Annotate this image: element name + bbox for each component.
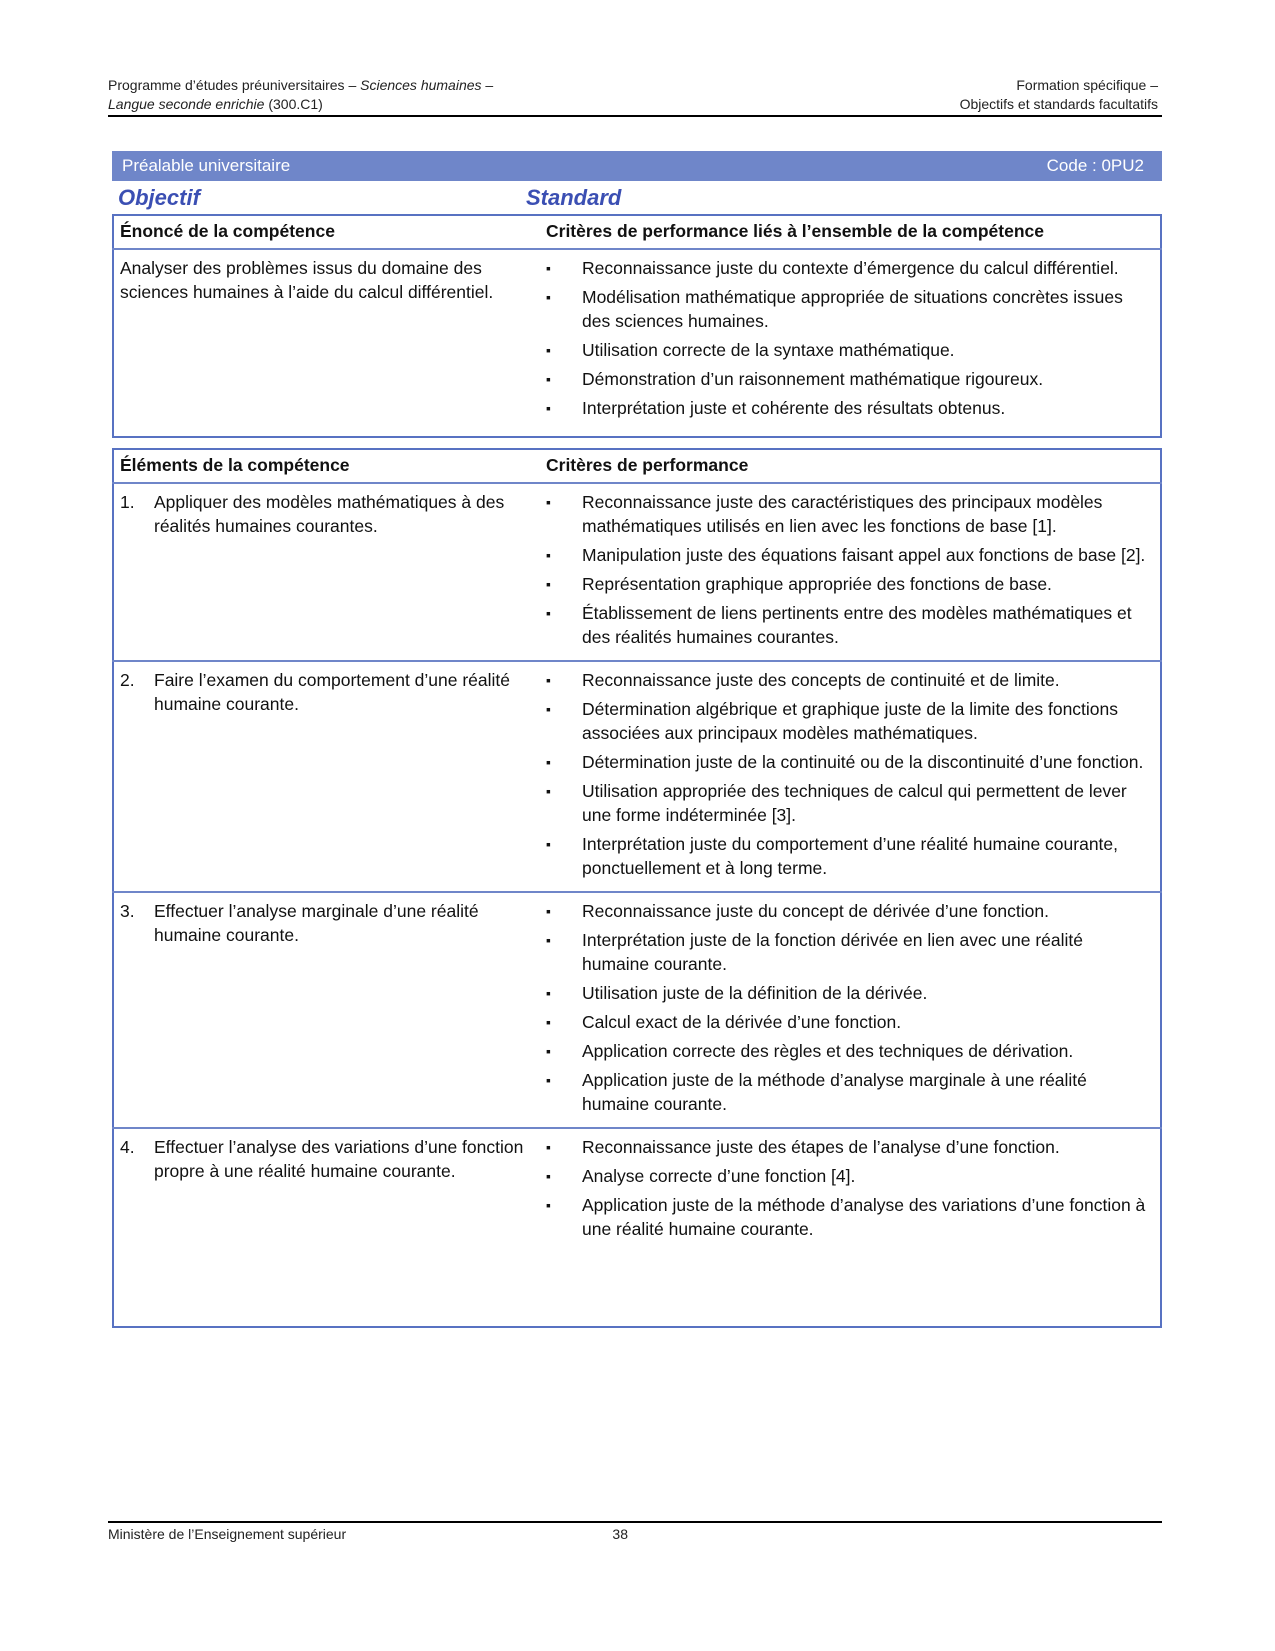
- competence-table: [112, 214, 1162, 431]
- page-number: 38: [612, 1526, 628, 1542]
- list-item: ▪ Interprétation juste du comportement d’une réalité humaine courante, ponctuellement et à long terme.: [546, 832, 1154, 880]
- standard-heading: Standard: [526, 185, 622, 210]
- band-code: Code : 0PU2: [1046, 156, 1144, 175]
- competence-criteria-col-header: Critères de performance liés à l’ensemble de la compétence: [538, 214, 1162, 249]
- list-item: ▪ Reconnaissance juste des concepts de continuité et de limite.: [546, 668, 1154, 692]
- table-row: [112, 892, 1162, 1128]
- element-text: Appliquer des modèles mathématiques à des réalités humaines courantes.: [154, 492, 505, 536]
- list-item: ▪ Application juste de la méthode d’analyse marginale à une réalité humaine courante.: [546, 1068, 1154, 1116]
- course-band: [112, 151, 1162, 181]
- list-item: ▪ Reconnaissance juste du contexte d’émergence du calcul différentiel.: [546, 256, 1154, 280]
- element-number: 1.: [120, 492, 135, 512]
- table-row: [112, 661, 1162, 892]
- element-number: 4.: [120, 1137, 135, 1157]
- list-item: ▪ Reconnaissance juste des étapes de l’analyse d’une fonction.: [546, 1135, 1154, 1159]
- element-number: 3.: [120, 901, 135, 921]
- list-item: ▪ Analyse correcte d’une fonction [4].: [546, 1164, 1154, 1188]
- band-title: Préalable universitaire: [122, 156, 291, 175]
- header-rule: [108, 115, 1162, 117]
- list-item: ▪ Interprétation juste de la fonction dérivée en lien avec une réalité humaine courante.: [546, 928, 1154, 976]
- competence-criteria-list: [546, 256, 1154, 420]
- document-page: [72, 38, 1174, 1642]
- element-text: Effectuer l’analyse marginale d’une réalité humaine courante.: [154, 901, 479, 945]
- list-item: ▪ Détermination algébrique et graphique juste de la limite des fonctions associées aux principaux modèles mathématiques.: [546, 697, 1154, 745]
- elements-criteria-col-header: Critères de performance: [538, 448, 1162, 483]
- competence-col-header: Énoncé de la compétence: [112, 214, 538, 249]
- footer-rule: [108, 1521, 1162, 1523]
- header-section-label: Formation spécifique –: [1016, 77, 1158, 93]
- header-program-code-line: Langue seconde enrichie (300.C1): [108, 96, 323, 112]
- list-item: ▪ Reconnaissance juste du concept de dérivée d’une fonction.: [546, 899, 1154, 923]
- list-item: ▪ Interprétation juste et cohérente des résultats obtenus.: [546, 396, 1154, 420]
- running-footer: [108, 1526, 628, 1542]
- list-item: ▪ Utilisation juste de la définition de la dérivée.: [546, 981, 1154, 1005]
- objectif-heading: Objectif: [118, 185, 200, 210]
- header-program-line: Programme d’études préuniversitaires – Sciences humaines –: [108, 77, 494, 93]
- list-item: ▪ Représentation graphique appropriée des fonctions de base.: [546, 572, 1154, 596]
- list-item: ▪ Utilisation appropriée des techniques de calcul qui permettent de lever une forme indéterminée [3].: [546, 779, 1154, 827]
- list-item: ▪ Application juste de la méthode d’analyse des variations d’une fonction à une réalité humaine courante.: [546, 1193, 1154, 1241]
- list-item: ▪ Application correcte des règles et des techniques de dérivation.: [546, 1039, 1154, 1063]
- list-item: ▪ Manipulation juste des équations faisant appel aux fonctions de base [2].: [546, 543, 1154, 567]
- list-item: ▪ Calcul exact de la dérivée d’une fonction.: [546, 1010, 1154, 1034]
- list-item: ▪ Démonstration d’un raisonnement mathématique rigoureux.: [546, 367, 1154, 391]
- list-item: ▪ Reconnaissance juste des caractéristiques des principaux modèles mathématiques utilisés en lien avec les fonctions de base [1].: [546, 490, 1154, 538]
- list-item: ▪ Modélisation mathématique appropriée de situations concrètes issues des sciences humaines.: [546, 285, 1154, 333]
- elements-col-header: Éléments de la compétence: [112, 448, 538, 483]
- table-row: [112, 1128, 1162, 1252]
- running-header: [108, 76, 1158, 114]
- table-row: [112, 483, 1162, 661]
- competence-statement: Analyser des problèmes issus du domaine des sciences humaines à l’aide du calcul différentiel.: [120, 258, 494, 302]
- header-subsection-label: Objectifs et standards facultatifs: [959, 96, 1158, 112]
- objective-standard-headings: [112, 183, 1162, 213]
- footer-ministry: Ministère de l’Enseignement supérieur: [108, 1526, 347, 1542]
- element-number: 2.: [120, 670, 135, 690]
- element-text: Faire l’examen du comportement d’une réalité humaine courante.: [154, 670, 511, 714]
- list-item: ▪ Établissement de liens pertinents entre des modèles mathématiques et des réalités humaines courantes.: [546, 601, 1154, 649]
- element-text: Effectuer l’analyse des variations d’une fonction propre à une réalité humaine courante.: [154, 1137, 524, 1181]
- list-item: ▪ Détermination juste de la continuité ou de la discontinuité d’une fonction.: [546, 750, 1154, 774]
- list-item: ▪ Utilisation correcte de la syntaxe mathématique.: [546, 338, 1154, 362]
- elements-table: [112, 448, 1162, 1252]
